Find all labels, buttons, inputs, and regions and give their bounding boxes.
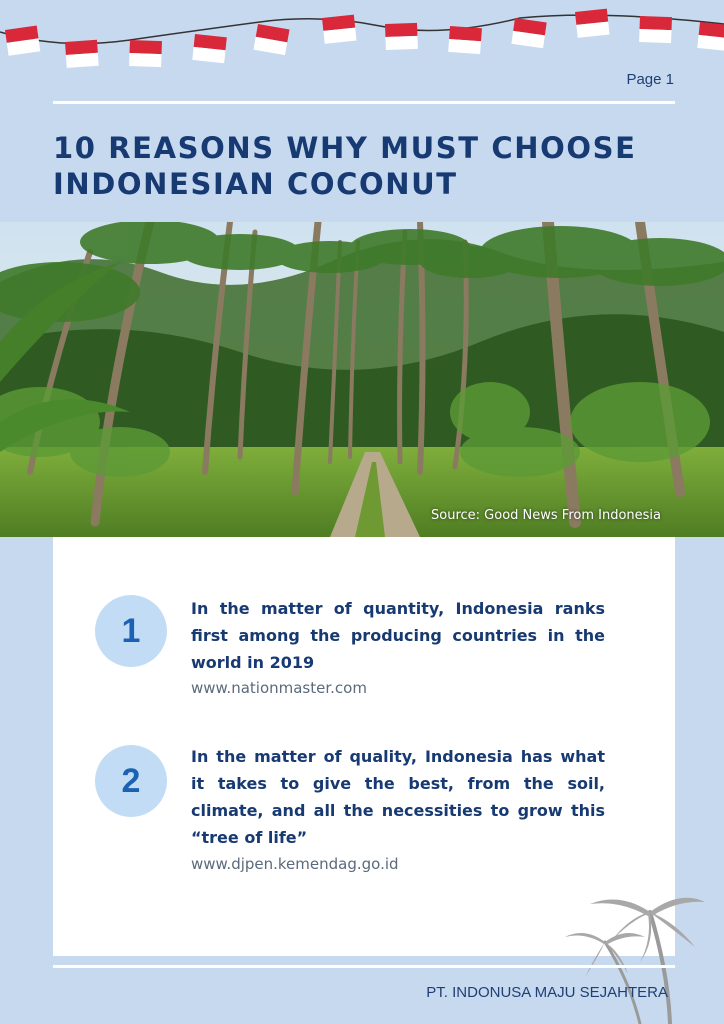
bunting-flag — [253, 24, 289, 55]
reason-source-link: www.djpen.kemendag.go.id — [191, 855, 399, 873]
page-number: Page 1 — [626, 71, 674, 88]
bunting-flag — [129, 40, 162, 67]
title-line-2: INDONESIAN COCONUT — [53, 167, 458, 201]
bunting-flag — [697, 22, 724, 51]
bunting-flag — [511, 18, 546, 48]
reason-number-badge: 2 — [95, 745, 167, 817]
photo-source-caption: Source: Good News From Indonesia — [431, 508, 661, 523]
bunting-flag — [639, 16, 672, 43]
bunting-flag — [575, 9, 610, 38]
bunting-flag — [322, 15, 357, 44]
coconut-plantation-photo — [0, 222, 724, 537]
company-name: PT. INDONUSA MAJU SEJAHTERA — [426, 984, 668, 1001]
reason-source-link: www.nationmaster.com — [191, 679, 367, 697]
reason-number-badge: 1 — [95, 595, 167, 667]
bunting-flag — [192, 34, 227, 63]
bottom-divider — [53, 965, 675, 968]
bunting-flag — [385, 23, 418, 50]
bunting-flag — [65, 40, 99, 68]
top-divider — [53, 101, 675, 104]
reason-text: In the matter of quantity, Indonesia ranks first among the producing countries in the world in 2019 — [191, 599, 605, 672]
reason-text: In the matter of quality, Indonesia has what it takes to give the best, from the soil, climate, and all the necessities to grow this “tree of life” — [191, 747, 605, 847]
page-title — [53, 130, 693, 202]
bunting-flag — [5, 26, 40, 56]
bunting-flag — [448, 26, 482, 54]
bunting-decoration — [0, 0, 724, 80]
title-line-1: 10 REASONS WHY MUST CHOOSE — [53, 131, 637, 165]
palm-tree-icon — [560, 882, 710, 1024]
